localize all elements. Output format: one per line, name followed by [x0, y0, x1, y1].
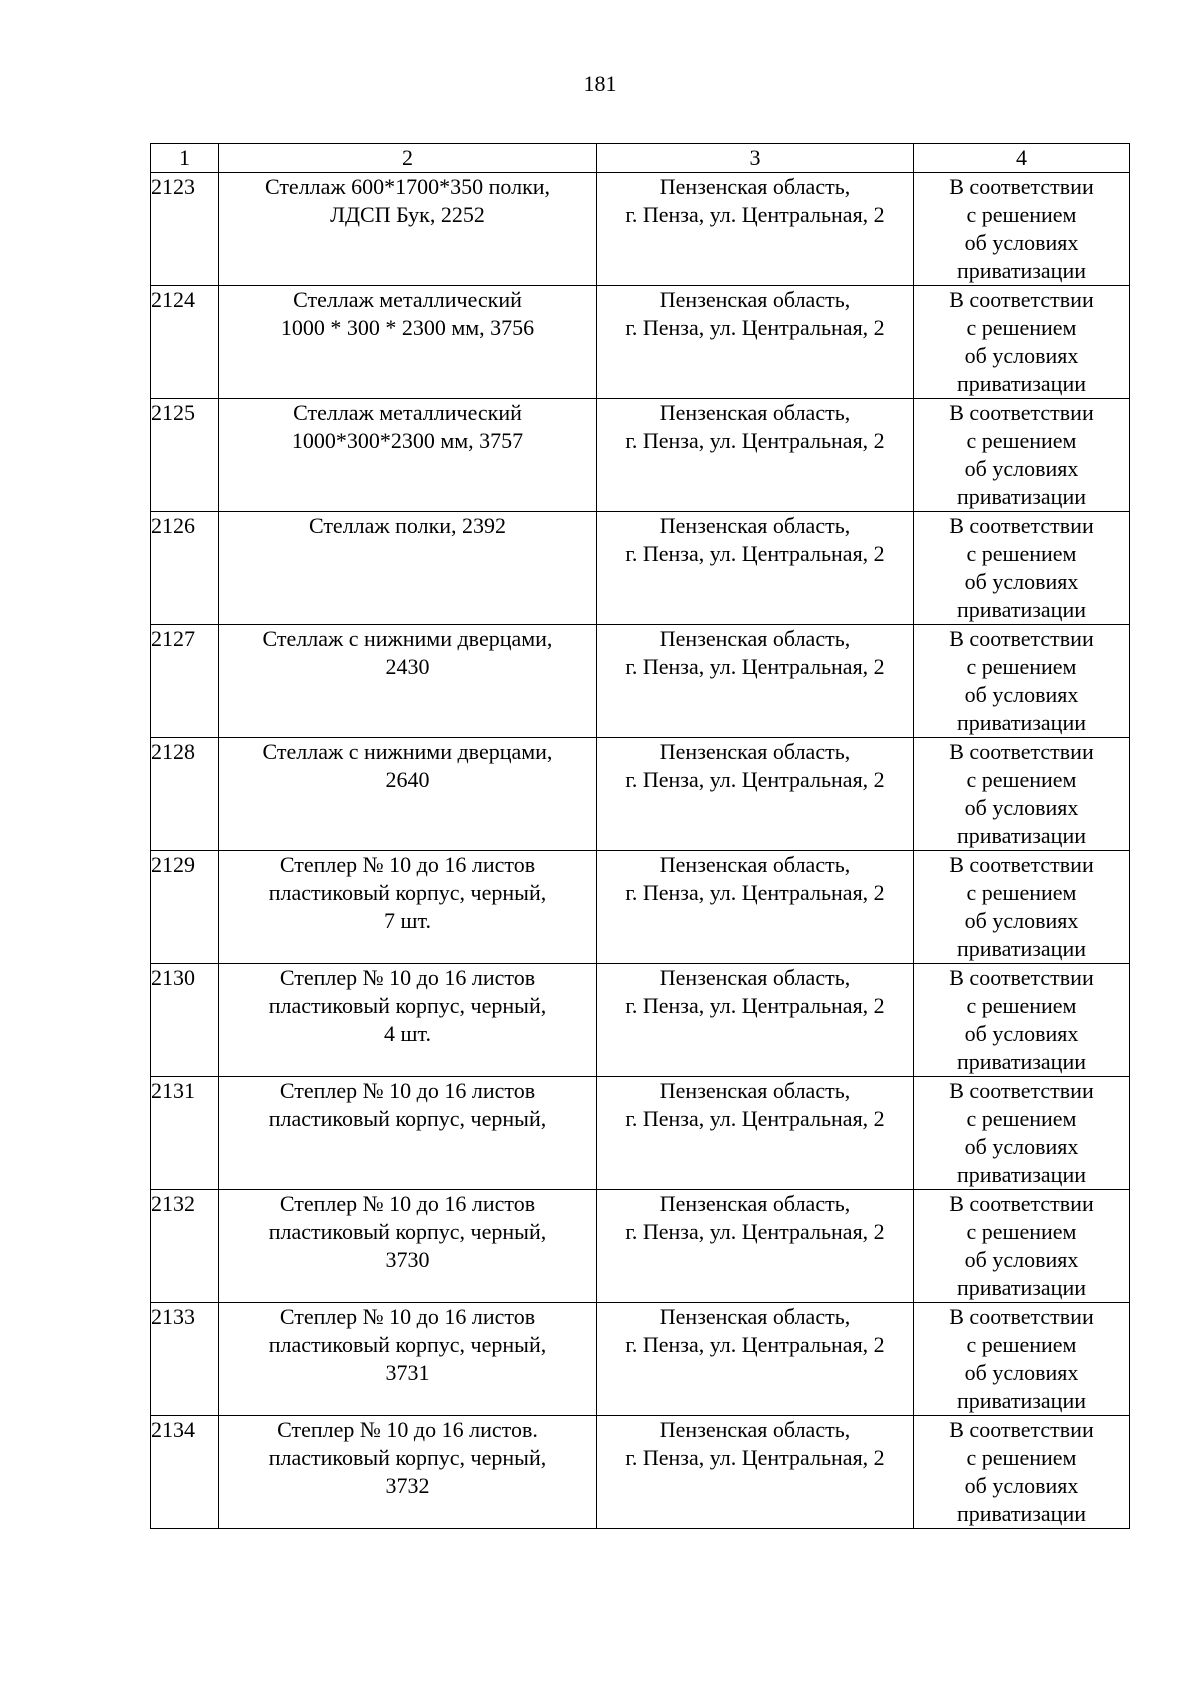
address-line-2: г. Пенза, ул. Центральная, 2: [625, 428, 885, 453]
condition-line-1: В соответствии: [949, 1078, 1094, 1103]
address-cell: [597, 1077, 914, 1190]
condition-line-2: с решением: [966, 993, 1077, 1018]
item-name-line-2: пластиковый корпус, черный,: [268, 993, 547, 1018]
item-name-line-3: [219, 681, 596, 709]
item-name-line-3: [219, 229, 596, 257]
address-line-1: Пензенская область,: [659, 1304, 851, 1329]
address-line-1: Пензенская область,: [659, 965, 851, 990]
condition-line-1: В соответствии: [949, 1191, 1094, 1216]
item-name-line-1: Степлер № 10 до 16 листов: [279, 1304, 536, 1329]
condition-line-2: с решением: [966, 767, 1077, 792]
item-name-cell: [219, 851, 597, 964]
address-line-1: Пензенская область,: [659, 287, 851, 312]
condition-line-1: В соответствии: [949, 174, 1094, 199]
condition-line-2: с решением: [966, 1106, 1077, 1131]
item-name-line-1: Стеллаж металлический: [293, 287, 522, 312]
condition-line-3: об условиях: [964, 795, 1079, 820]
address-line-2: г. Пенза, ул. Центральная, 2: [625, 315, 885, 340]
address-cell: [597, 964, 914, 1077]
condition-cell: [914, 1303, 1130, 1416]
condition-line-1: В соответствии: [949, 400, 1094, 425]
condition-line-3: об условиях: [964, 456, 1079, 481]
address-line-2: г. Пенза, ул. Центральная, 2: [625, 880, 885, 905]
item-name-line-3: [219, 455, 596, 483]
item-name-line-1: Степлер № 10 до 16 листов: [279, 1078, 536, 1103]
table-row: [151, 1303, 1130, 1416]
item-name-line-1: Степлер № 10 до 16 листов.: [277, 1417, 538, 1442]
item-name-line-3: 7 шт.: [384, 908, 431, 933]
condition-cell: [914, 512, 1130, 625]
condition-line-1: В соответствии: [949, 1417, 1094, 1442]
address-cell: [597, 1303, 914, 1416]
item-name-line-2: пластиковый корпус, черный,: [268, 1219, 547, 1244]
row-number: 2127: [151, 625, 219, 738]
address-line-2: г. Пенза, ул. Центральная, 2: [625, 1445, 885, 1470]
address-cell: [597, 851, 914, 964]
condition-line-4: приватизации: [956, 1501, 1086, 1526]
condition-line-1: В соответствии: [949, 513, 1094, 538]
condition-line-2: с решением: [966, 541, 1077, 566]
table-row: [151, 625, 1130, 738]
condition-cell: [914, 625, 1130, 738]
item-name-cell: [219, 1303, 597, 1416]
condition-cell: [914, 286, 1130, 399]
condition-line-4: приватизации: [956, 597, 1086, 622]
condition-line-4: приватизации: [956, 823, 1086, 848]
address-line-2: г. Пенза, ул. Центральная, 2: [625, 541, 885, 566]
condition-line-3: об условиях: [964, 343, 1079, 368]
address-cell: [597, 512, 914, 625]
table-row: [151, 738, 1130, 851]
item-name-line-2: 2430: [385, 654, 430, 679]
item-name-line-3: 3731: [385, 1360, 430, 1385]
item-name-line-1: Стеллаж металлический: [293, 400, 522, 425]
item-name-line-3: 4 шт.: [384, 1021, 431, 1046]
address-line-1: Пензенская область,: [659, 400, 851, 425]
condition-line-3: об условиях: [964, 569, 1079, 594]
item-name-line-1: Стеллаж полки, 2392: [308, 513, 507, 538]
header-col-3: 3: [597, 144, 914, 173]
item-name-cell: [219, 1077, 597, 1190]
address-line-1: Пензенская область,: [659, 852, 851, 877]
table-row: [151, 173, 1130, 286]
condition-line-3: об условиях: [964, 1134, 1079, 1159]
item-name-cell: [219, 625, 597, 738]
condition-line-1: В соответствии: [949, 626, 1094, 651]
item-name-line-2: пластиковый корпус, черный,: [268, 1332, 547, 1357]
condition-line-4: приватизации: [956, 1049, 1086, 1074]
item-name-line-3: [219, 342, 596, 370]
item-name-cell: [219, 1416, 597, 1529]
item-name-cell: [219, 738, 597, 851]
table-row: [151, 851, 1130, 964]
page-number: 181: [583, 71, 617, 96]
item-name-cell: [219, 512, 597, 625]
address-cell: [597, 286, 914, 399]
address-line-1: Пензенская область,: [659, 739, 851, 764]
condition-line-2: с решением: [966, 202, 1077, 227]
table-row: [151, 286, 1130, 399]
property-table: [150, 143, 1130, 1529]
condition-line-3: об условиях: [964, 1473, 1079, 1498]
condition-cell: [914, 399, 1130, 512]
item-name-cell: [219, 1190, 597, 1303]
item-name-line-2: 2640: [385, 767, 430, 792]
address-line-1: Пензенская область,: [659, 1078, 851, 1103]
address-line-2: г. Пенза, ул. Центральная, 2: [625, 202, 885, 227]
item-name-line-1: Стеллаж с нижними дверцами,: [262, 739, 553, 764]
item-name-line-2: пластиковый корпус, черный,: [268, 1445, 547, 1470]
address-cell: [597, 1190, 914, 1303]
item-name-cell: [219, 173, 597, 286]
item-name-line-1: Стеллаж с нижними дверцами,: [262, 626, 553, 651]
condition-line-3: об условиях: [964, 908, 1079, 933]
row-number: 2125: [151, 399, 219, 512]
address-cell: [597, 625, 914, 738]
condition-line-4: приватизации: [956, 710, 1086, 735]
condition-line-4: приватизации: [956, 936, 1086, 961]
condition-line-1: В соответствии: [949, 1304, 1094, 1329]
item-name-line-1: Степлер № 10 до 16 листов: [279, 965, 536, 990]
condition-line-3: об условиях: [964, 1021, 1079, 1046]
condition-cell: [914, 851, 1130, 964]
condition-cell: [914, 1077, 1130, 1190]
condition-line-2: с решением: [966, 1219, 1077, 1244]
condition-cell: [914, 1416, 1130, 1529]
address-line-2: г. Пенза, ул. Центральная, 2: [625, 993, 885, 1018]
address-cell: [597, 1416, 914, 1529]
condition-line-4: приватизации: [956, 258, 1086, 283]
row-number: 2126: [151, 512, 219, 625]
address-cell: [597, 399, 914, 512]
address-line-1: Пензенская область,: [659, 1417, 851, 1442]
condition-line-3: об условиях: [964, 1247, 1079, 1272]
address-cell: [597, 173, 914, 286]
table-row: [151, 512, 1130, 625]
condition-line-1: В соответствии: [949, 739, 1094, 764]
item-name-line-2: пластиковый корпус, черный,: [268, 880, 547, 905]
condition-line-2: с решением: [966, 315, 1077, 340]
condition-line-3: об условиях: [964, 1360, 1079, 1385]
item-name-line-2: 1000*300*2300 мм, 3757: [291, 428, 524, 453]
condition-line-1: В соответствии: [949, 287, 1094, 312]
address-line-1: Пензенская область,: [659, 513, 851, 538]
table-row: [151, 1190, 1130, 1303]
item-name-line-3: [219, 794, 596, 822]
item-name-line-1: Степлер № 10 до 16 листов: [279, 1191, 536, 1216]
table-row: [151, 1077, 1130, 1190]
condition-line-2: с решением: [966, 1445, 1077, 1470]
header-col-1: 1: [151, 144, 219, 173]
address-line-2: г. Пенза, ул. Центральная, 2: [625, 1332, 885, 1357]
address-line-2: г. Пенза, ул. Центральная, 2: [625, 654, 885, 679]
row-number: 2131: [151, 1077, 219, 1190]
item-name-line-3: [219, 568, 596, 596]
header-row: [151, 144, 1130, 173]
condition-line-4: приватизации: [956, 484, 1086, 509]
condition-line-1: В соответствии: [949, 852, 1094, 877]
table-body: [151, 173, 1130, 1529]
item-name-cell: [219, 399, 597, 512]
condition-cell: [914, 738, 1130, 851]
condition-line-4: приватизации: [956, 1388, 1086, 1413]
condition-line-4: приватизации: [956, 371, 1086, 396]
row-number: 2133: [151, 1303, 219, 1416]
row-number: 2128: [151, 738, 219, 851]
item-name-line-2: пластиковый корпус, черный,: [268, 1106, 547, 1131]
table-row: [151, 1416, 1130, 1529]
item-name-line-2: ЛДСП Бук, 2252: [330, 202, 485, 227]
row-number: 2134: [151, 1416, 219, 1529]
address-line-2: г. Пенза, ул. Центральная, 2: [625, 1106, 885, 1131]
item-name-cell: [219, 286, 597, 399]
item-name-line-3: 3732: [385, 1473, 430, 1498]
condition-cell: [914, 1190, 1130, 1303]
item-name-line-1: Степлер № 10 до 16 листов: [279, 852, 536, 877]
condition-line-2: с решением: [966, 428, 1077, 453]
address-line-2: г. Пенза, ул. Центральная, 2: [625, 1219, 885, 1244]
table-row: [151, 964, 1130, 1077]
item-name-line-2: 1000 * 300 * 2300 мм, 3756: [280, 315, 535, 340]
item-name-line-2: [219, 540, 596, 568]
item-name-line-1: Стеллаж 600*1700*350 полки,: [264, 174, 551, 199]
condition-line-1: В соответствии: [949, 965, 1094, 990]
condition-line-2: с решением: [966, 880, 1077, 905]
condition-line-4: приватизации: [956, 1275, 1086, 1300]
row-number: 2123: [151, 173, 219, 286]
address-line-1: Пензенская область,: [659, 626, 851, 651]
condition-cell: [914, 964, 1130, 1077]
address-line-2: г. Пенза, ул. Центральная, 2: [625, 767, 885, 792]
item-name-line-3: [219, 1133, 596, 1161]
condition-line-3: об условиях: [964, 682, 1079, 707]
item-name-cell: [219, 964, 597, 1077]
condition-line-4: приватизации: [956, 1162, 1086, 1187]
table-row: [151, 399, 1130, 512]
condition-cell: [914, 173, 1130, 286]
condition-line-3: об условиях: [964, 230, 1079, 255]
header-col-4: 4: [914, 144, 1130, 173]
item-name-line-3: 3730: [385, 1247, 430, 1272]
address-line-1: Пензенская область,: [659, 1191, 851, 1216]
condition-line-2: с решением: [966, 1332, 1077, 1357]
condition-line-2: с решением: [966, 654, 1077, 679]
header-col-2: 2: [219, 144, 597, 173]
row-number: 2129: [151, 851, 219, 964]
row-number: 2124: [151, 286, 219, 399]
table-header: [151, 144, 1130, 173]
row-number: 2132: [151, 1190, 219, 1303]
address-cell: [597, 738, 914, 851]
address-line-1: Пензенская область,: [659, 174, 851, 199]
row-number: 2130: [151, 964, 219, 1077]
